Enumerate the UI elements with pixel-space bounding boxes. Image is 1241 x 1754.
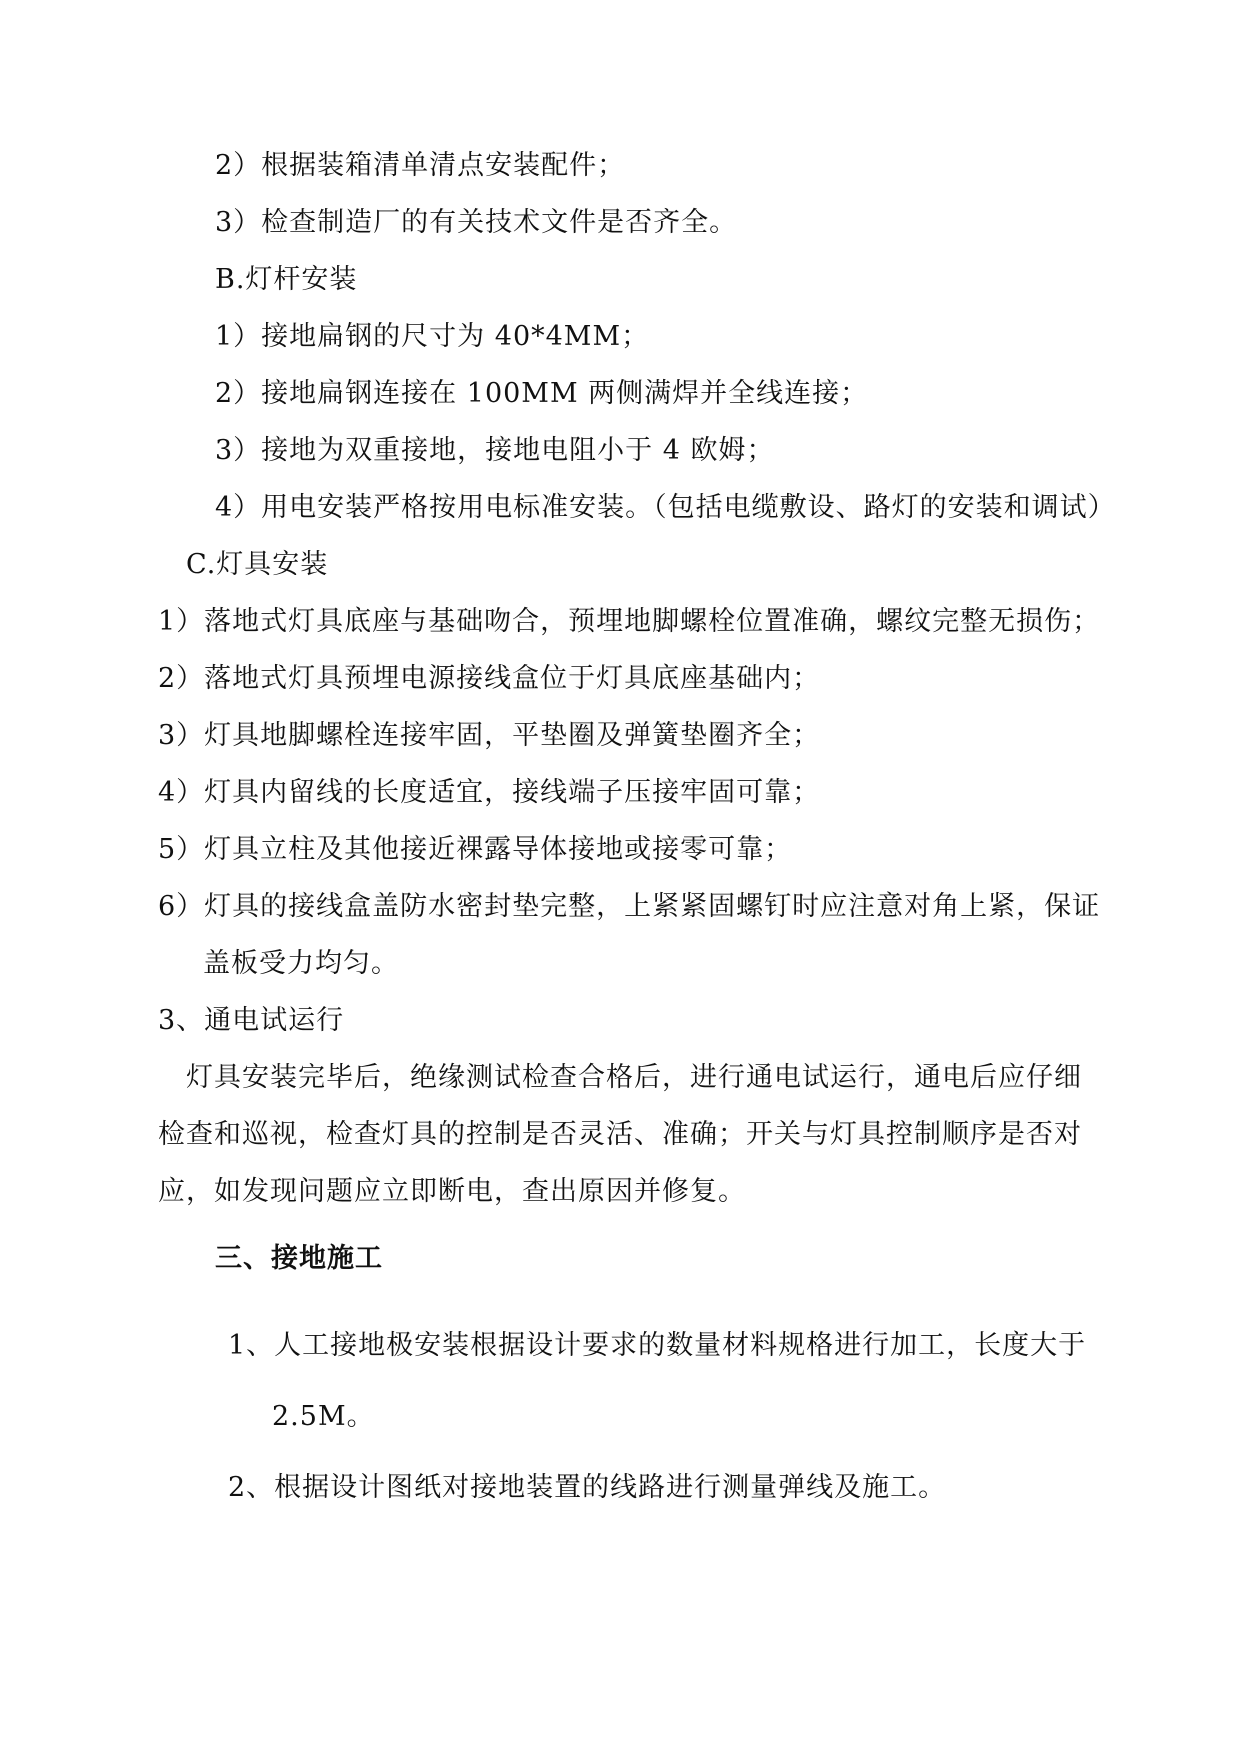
text-line: 4）灯具内留线的长度适宜，接线端子压接牢固可靠； — [158, 777, 821, 808]
section-heading-3: 3、通电试运行 — [158, 1005, 345, 1036]
text-line: 4）用电安装严格按用电标准安装。（包括电缆敷设、路灯的安装和调试） — [215, 492, 1116, 523]
text-line: 5）灯具立柱及其他接近裸露导体接地或接零可靠； — [158, 834, 793, 865]
list-item-continuation: 2.5M。 — [272, 1401, 375, 1432]
text-line: 盖板受力均匀。 — [203, 948, 399, 979]
section-heading-grounding: 三、接地施工 — [215, 1243, 383, 1274]
text-line: 3）灯具地脚螺栓连接牢固，平垫圈及弹簧垫圈齐全； — [158, 720, 821, 751]
text-line: 6）灯具的接线盒盖防水密封垫完整，上紧紧固螺钉时应注意对角上紧，保证 — [158, 891, 1101, 922]
text-line: 2）落地式灯具预埋电源接线盒位于灯具底座基础内； — [158, 663, 821, 694]
section-heading-c: C.灯具安装 — [186, 549, 329, 580]
text-line: 1）接地扁钢的尺寸为 40*4MM； — [215, 321, 650, 352]
list-item: 1、人工接地极安装根据设计要求的数量材料规格进行加工，长度大于 — [228, 1330, 1087, 1361]
text-line: 2）根据装箱清单清点安装配件； — [215, 150, 626, 181]
paragraph-line: 应，如发现问题应立即断电，查出原因并修复。 — [158, 1176, 746, 1207]
section-heading-b: B.灯杆安装 — [215, 264, 358, 295]
text-line: 3）检查制造厂的有关技术文件是否齐全。 — [215, 207, 738, 238]
text-line: 3）接地为双重接地，接地电阻小于 4 欧姆； — [215, 435, 775, 466]
paragraph-line: 检查和巡视，检查灯具的控制是否灵活、准确；开关与灯具控制顺序是否对 — [158, 1119, 1082, 1150]
paragraph-line: 灯具安装完毕后，绝缘测试检查合格后，进行通电试运行，通电后应仔细 — [186, 1062, 1082, 1093]
text-line: 1）落地式灯具底座与基础吻合，预埋地脚螺栓位置准确，螺纹完整无损伤； — [158, 606, 1101, 637]
text-line: 2）接地扁钢连接在 100MM 两侧满焊并全线连接； — [215, 378, 869, 409]
list-item: 2、根据设计图纸对接地装置的线路进行测量弹线及施工。 — [228, 1472, 947, 1503]
